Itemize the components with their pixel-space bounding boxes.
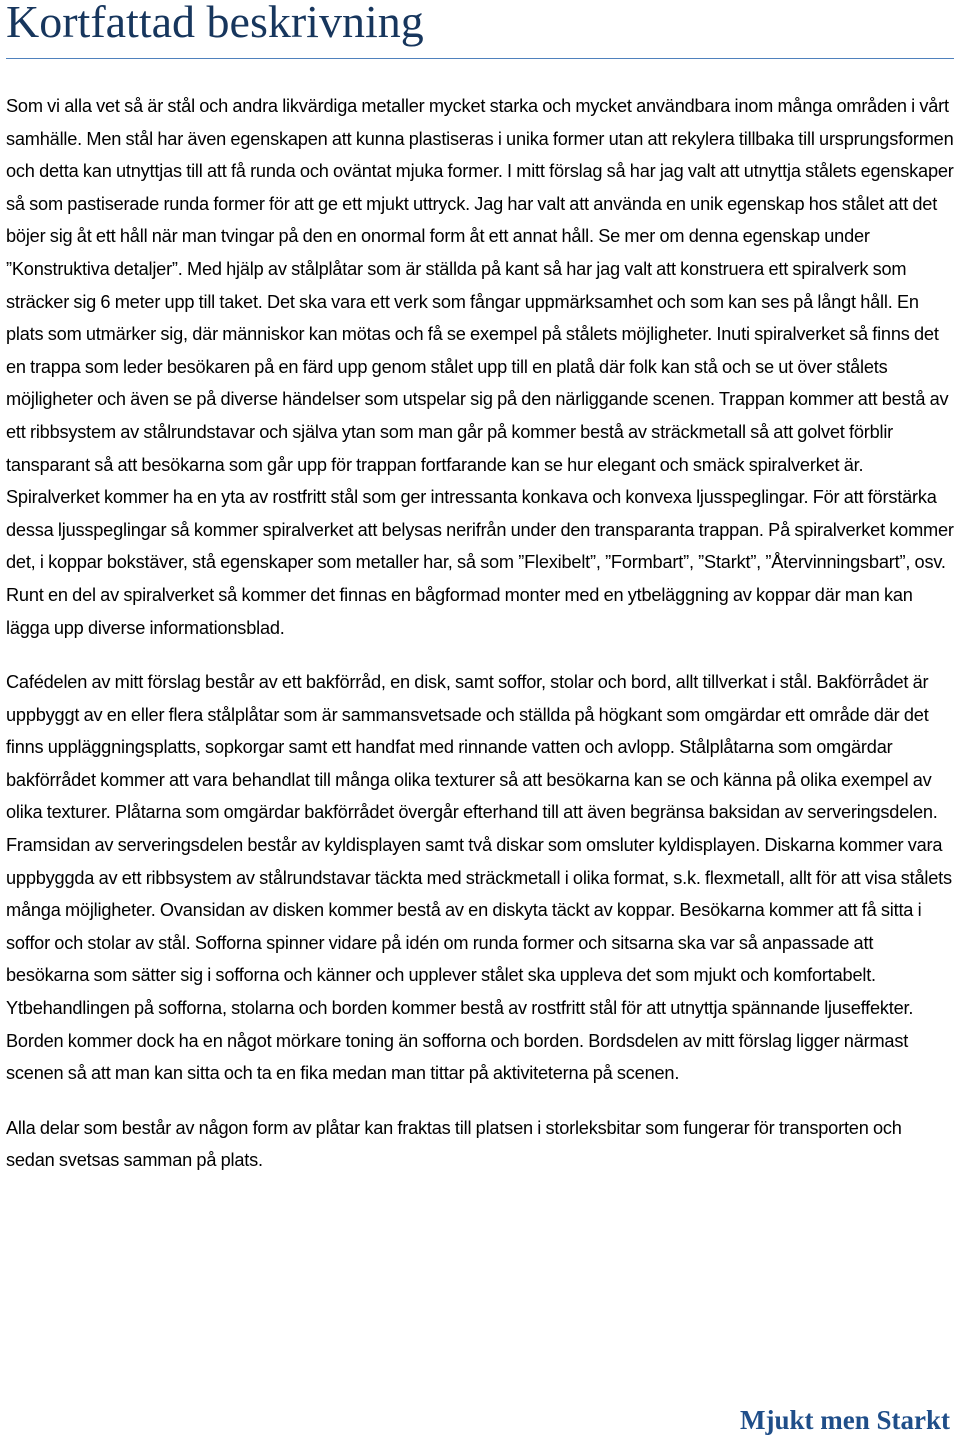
- document-title: Kortfattad beskrivning: [6, 0, 424, 47]
- paragraph-transport: Alla delar som består av någon form av plåtar kan fraktas till platsen i storleksbitar som fungerar för transporten och sedan svetsas samman på plats.: [6, 1117, 902, 1171]
- paragraph-cafe: Cafédelen av mitt förslag består av ett bakförråd, en disk, samt soffor, stolar och bord, allt tillverkat i stål. Bakförrådet är uppbyggt av en eller flera stålplåtar som är sammansvetsade och ställda på högkant som omgärdar ett område där det finns uppläggningsplatts, sopkorgar samt ett handfat med rinnande vatten och avlopp. Stålplåtarna som omgärdar bakförrådet kommer att vara behandlat till många olika texturer så att besökarna kan se och känna på olika exempel av olika texturer. Plåtarna som omgärdar bakförrådet övergår efterhand till att även begränsa baksidan av serveringsdelen. Framsidan av serveringsdelen består av kyldisplayen samt två diskar som omsluter kyldisplayen. Diskarna kommer vara uppbyggda av ett ribbsystem av stålrundstavar täckta med sträckmetall i olika format, s.k. flexmetall, allt för att visa stålets många möjligheter. Ovansidan av disken kommer bestå av en diskyta täckt av koppar. Besökarna kommer att få sitta i soffor och stolar av stål. Sofforna spinner vidare på idén om runda former och sitsarna ska var så anpassade att besökarna som sätter sig i sofforna och känner och upplever stålet ska uppleva det som mjukt och komfortabelt. Ytbehandlingen på sofforna, stolarna och borden kommer bestå av rostfritt stål för att utnyttja spännande ljuseffekter. Borden kommer dock ha en något mörkare toning än sofforna och borden. Bordsdelen av mitt förslag ligger närmast scenen så att man kan sitta och ta en fika medan man tittar på aktiviteterna på scenen.: [6, 672, 952, 1084]
- paragraph-intro-spiral: Som vi alla vet så är stål och andra likvärdiga metaller mycket starka och mycket användbara inom många områden i vårt samhälle. Men stål har även egenskapen att kunna plastiseras i unika former utan att rekylera tillbaka till ursprungsformen och detta kan utnyttjas till att få runda och oväntat mjuka former. I mitt förslag så har jag valt att utnyttja stålets egenskaper så som pastiserade runda former för att ge ett mjukt uttryck. Jag har valt att använda en unik egenskap hos stålet att det böjer sig åt ett håll när man tvingar på den en onormal form åt ett annat håll. Se mer om denna egenskap under ”Konstruktiva detaljer”. Med hjälp av stålplåtar som är ställda på kant så har jag valt att konstruera ett spiralverk som sträcker sig 6 meter upp till taket. Det ska vara ett verk som fångar uppmärksamhet och som kan ses på långt håll. En plats som utmärker sig, där människor kan mötas och få se exempel på stålets möjligheter. Inuti spiralverket så finns det en trappa som leder besökaren på en färd upp genom stålet upp till en platå där folk kan stå och se ut över stålets möjligheter och även se på diverse händelser som utspelar sig på den närliggande scenen. Trappan kommer att bestå av ett ribbsystem av stålrundstavar och själva ytan som man går på kommer bestå av sträckmetall så att golvet förblir tansparant så att besökarna som går upp för trappan fortfarande kan se hur elegant och smäck spiralverket är. Spiralverket kommer ha en yta av rostfritt stål som ger intressanta konkava och konvexa ljusspeglingar. För att förstärka dessa ljusspeglingar så kommer spiralverket att belysas nerifrån under den transparanta trappan. På spiralverket kommer det, i koppar bokstäver, stå egenskaper som metaller har, så som ”Flexibelt”, ”Formbart”, ”Starkt”, ”Återvinningsbart”, osv. Runt en del av spiralverket så kommer det finnas en bågformad monter med en ytbeläggning av koppar där man kan lägga upp diverse informationsblad.: [6, 96, 954, 638]
- document-body: [6, 90, 954, 1199]
- title-underline-rule: [6, 58, 954, 59]
- footer-brand: Mjukt men Starkt: [740, 1405, 950, 1435]
